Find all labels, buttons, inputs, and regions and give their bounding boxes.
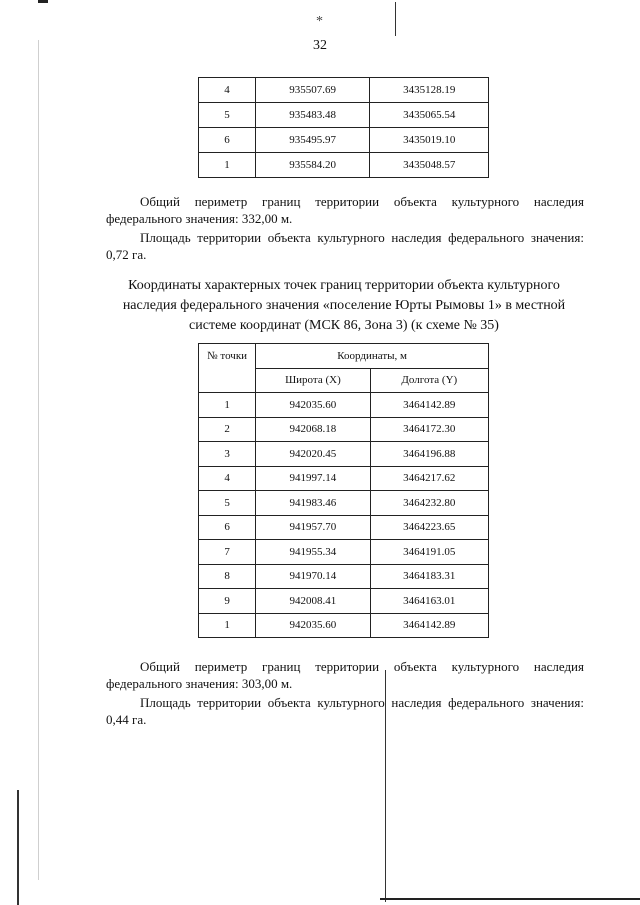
- latitude-cell: 935507.69: [255, 78, 370, 103]
- longitude-cell: 3464183.31: [370, 564, 488, 589]
- latitude-cell: 942020.45: [256, 442, 370, 467]
- table-row: [199, 564, 489, 589]
- coordinates-table: [198, 343, 489, 638]
- scan-top-border: [38, 0, 48, 3]
- table-row: [199, 540, 489, 565]
- point-number-cell: 1: [199, 613, 256, 638]
- point-number-cell: 7: [199, 540, 256, 565]
- latitude-cell: 941957.70: [256, 515, 370, 540]
- longitude-cell: 3464142.89: [370, 393, 488, 418]
- latitude-cell: 941997.14: [256, 466, 370, 491]
- point-number-cell: 2: [199, 417, 256, 442]
- table-row: [199, 466, 489, 491]
- longitude-cell: 3464232.80: [370, 491, 488, 516]
- longitude-cell: 3464196.88: [370, 442, 488, 467]
- table-row: [199, 589, 489, 614]
- area-text-1: Площадь территории объекта культурного наследия федерального значения: 0,72 га.: [106, 230, 584, 262]
- latitude-cell: 942035.60: [256, 393, 370, 418]
- header-point-number: № точки: [199, 344, 256, 393]
- top-mark: *: [316, 14, 323, 29]
- scan-left-faint-line: [38, 40, 39, 880]
- scan-bottom-line: [380, 898, 640, 900]
- longitude-cell: 3435048.57: [370, 153, 489, 178]
- perimeter-text-1: Общий периметр границ территории объекта культурного наследия федерального значения: 332,00 м.: [106, 194, 584, 226]
- point-number-cell: 5: [199, 103, 256, 128]
- longitude-cell: 3464163.01: [370, 589, 488, 614]
- latitude-cell: 941983.46: [256, 491, 370, 516]
- longitude-cell: 3435019.10: [370, 128, 489, 153]
- point-number-cell: 6: [199, 515, 256, 540]
- perimeter-text-2: Общий периметр границ территории объекта культурного наследия федерального значения: 303,00 м.: [106, 659, 584, 691]
- latitude-cell: 942068.18: [256, 417, 370, 442]
- latitude-cell: 935584.20: [255, 153, 370, 178]
- latitude-cell: 941970.14: [256, 564, 370, 589]
- longitude-cell: 3464217.62: [370, 466, 488, 491]
- point-number-cell: 9: [199, 589, 256, 614]
- latitude-cell: 942035.60: [256, 613, 370, 638]
- table-row: [199, 417, 489, 442]
- latitude-cell: 935483.48: [255, 103, 370, 128]
- table-row: [199, 393, 489, 418]
- table-row: [199, 491, 489, 516]
- table-row: [199, 78, 489, 103]
- longitude-cell: 3464172.30: [370, 417, 488, 442]
- section-heading: Координаты характерных точек границ территории объекта культурного наследия федерального значения «поселение Юрты Рымовы 1» в местной системе координат (МСК 86, Зона 3) (к схеме № 35): [122, 278, 566, 333]
- page-number: 32: [313, 38, 327, 53]
- longitude-cell: 3435065.54: [370, 103, 489, 128]
- point-number-cell: 4: [199, 78, 256, 103]
- scan-left-line: [17, 790, 19, 905]
- point-number-cell: 5: [199, 491, 256, 516]
- latitude-cell: 942008.41: [256, 589, 370, 614]
- point-number-cell: 1: [199, 393, 256, 418]
- latitude-cell: 941955.34: [256, 540, 370, 565]
- table-row: [199, 103, 489, 128]
- table-header-row: [199, 344, 489, 369]
- longitude-cell: 3464142.89: [370, 613, 488, 638]
- table-row: [199, 613, 489, 638]
- coordinates-table-continued: [198, 77, 489, 178]
- table-row: [199, 515, 489, 540]
- point-number-cell: 1: [199, 153, 256, 178]
- point-number-cell: 4: [199, 466, 256, 491]
- point-number-cell: 3: [199, 442, 256, 467]
- longitude-cell: 3464191.05: [370, 540, 488, 565]
- area-text-2: Площадь территории объекта культурного наследия федерального значения: 0,44 га.: [106, 695, 584, 727]
- table-row: [199, 128, 489, 153]
- longitude-cell: 3435128.19: [370, 78, 489, 103]
- scan-center-line-top: [395, 2, 396, 36]
- table-row: [199, 153, 489, 178]
- header-latitude: Широта (X): [256, 368, 370, 393]
- point-number-cell: 6: [199, 128, 256, 153]
- longitude-cell: 3464223.65: [370, 515, 488, 540]
- point-number-cell: 8: [199, 564, 256, 589]
- table-row: [199, 442, 489, 467]
- header-longitude: Долгота (Y): [370, 368, 488, 393]
- latitude-cell: 935495.97: [255, 128, 370, 153]
- header-coordinates: Координаты, м: [256, 344, 489, 369]
